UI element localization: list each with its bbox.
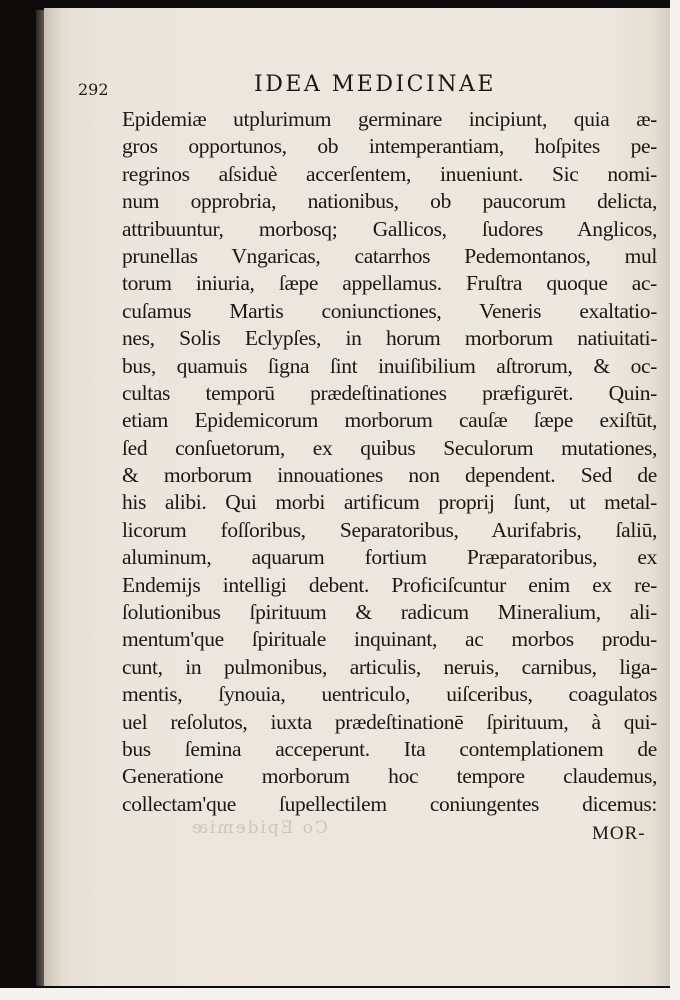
page-header bbox=[78, 72, 638, 102]
text-line: Epidemiæ utplurimum germinare incipiunt, quia æ- bbox=[122, 107, 657, 131]
text-line: uel reſolutos, iuxta prædeſtinationē ſpirituum, à qui- bbox=[122, 709, 657, 734]
page-number: 292 bbox=[78, 80, 109, 99]
text-line: collectam'que ſupellectilem coniungentes dicemus: bbox=[122, 791, 657, 816]
running-head: IDEA MEDICINAE bbox=[254, 72, 496, 97]
text-line: mentis, ſynouia, uentriculo, uiſceribus, coagulatos bbox=[122, 682, 657, 707]
text-line: cunt, in pulmonibus, articulis, neruis, carnibus, liga- bbox=[122, 654, 657, 679]
body-text bbox=[122, 106, 657, 818]
text-line: his alibi. Qui morbi artificum proprij ſunt, ut metal- bbox=[122, 490, 657, 515]
text-line: Endemijs intelligi debent. Proficiſcuntur enim ex re- bbox=[122, 572, 657, 597]
catchword: MOR- bbox=[592, 823, 646, 844]
text-line: bus ſemina acceperunt. Ita contemplationem de bbox=[122, 736, 657, 761]
text-line: num opprobria, nationibus, ob paucorum delicta, bbox=[122, 189, 657, 214]
text-line: ſolutionibus ſpirituum & radicum Mineralium, ali- bbox=[122, 600, 657, 625]
text-line: aluminum, aquarum fortium Præparatoribus, ex bbox=[122, 545, 657, 570]
text-line: mentum'que ſpirituale inquinant, ac morbos produ- bbox=[122, 627, 657, 652]
text-line: & morborum innouationes non dependent. Sed de bbox=[122, 463, 657, 488]
text-line: gros opportunos, ob intemperantiam, hoſpites pe- bbox=[122, 134, 657, 159]
text-line: nes, Solis Eclypſes, in horum morborum natiuitati- bbox=[122, 326, 657, 351]
show-through-bleed: Co Epidemiæ bbox=[190, 818, 328, 838]
text-line: bus, quamuis ſigna ſint inuiſibilium aſtrorum, & oc- bbox=[122, 353, 657, 378]
text-line: cuſamus Martis coniunctiones, Veneris exaltatio- bbox=[122, 298, 657, 323]
scan-margin-bottom bbox=[0, 988, 680, 1000]
text-line: ſed conſuetorum, ex quibus Seculorum mutationes, bbox=[122, 435, 657, 460]
text-line: regrinos aſsiduè accerſentem, inueniunt. Sic nomi- bbox=[122, 161, 657, 186]
text-line: attribuuntur, morbosq; Gallicos, ſudores Anglicos, bbox=[122, 216, 657, 241]
text-line: cultas temporū prædeſtinationes præfigurēt. Quin- bbox=[122, 380, 657, 405]
text-line: Generatione morborum hoc tempore claudemus, bbox=[122, 764, 657, 789]
text-line: etiam Epidemicorum morborum cauſæ ſæpe exiſtūt, bbox=[122, 408, 657, 433]
text-line: licorum foſſoribus, Separatoribus, Aurifabris, ſaliū, bbox=[122, 517, 657, 542]
text-line: prunellas Vngaricas, catarrhos Pedemontanos, mul bbox=[122, 243, 657, 268]
scan-margin-right bbox=[670, 0, 680, 1000]
text-line: torum iniuria, ſæpe appellamus. Fruſtra quoque ac- bbox=[122, 271, 657, 296]
